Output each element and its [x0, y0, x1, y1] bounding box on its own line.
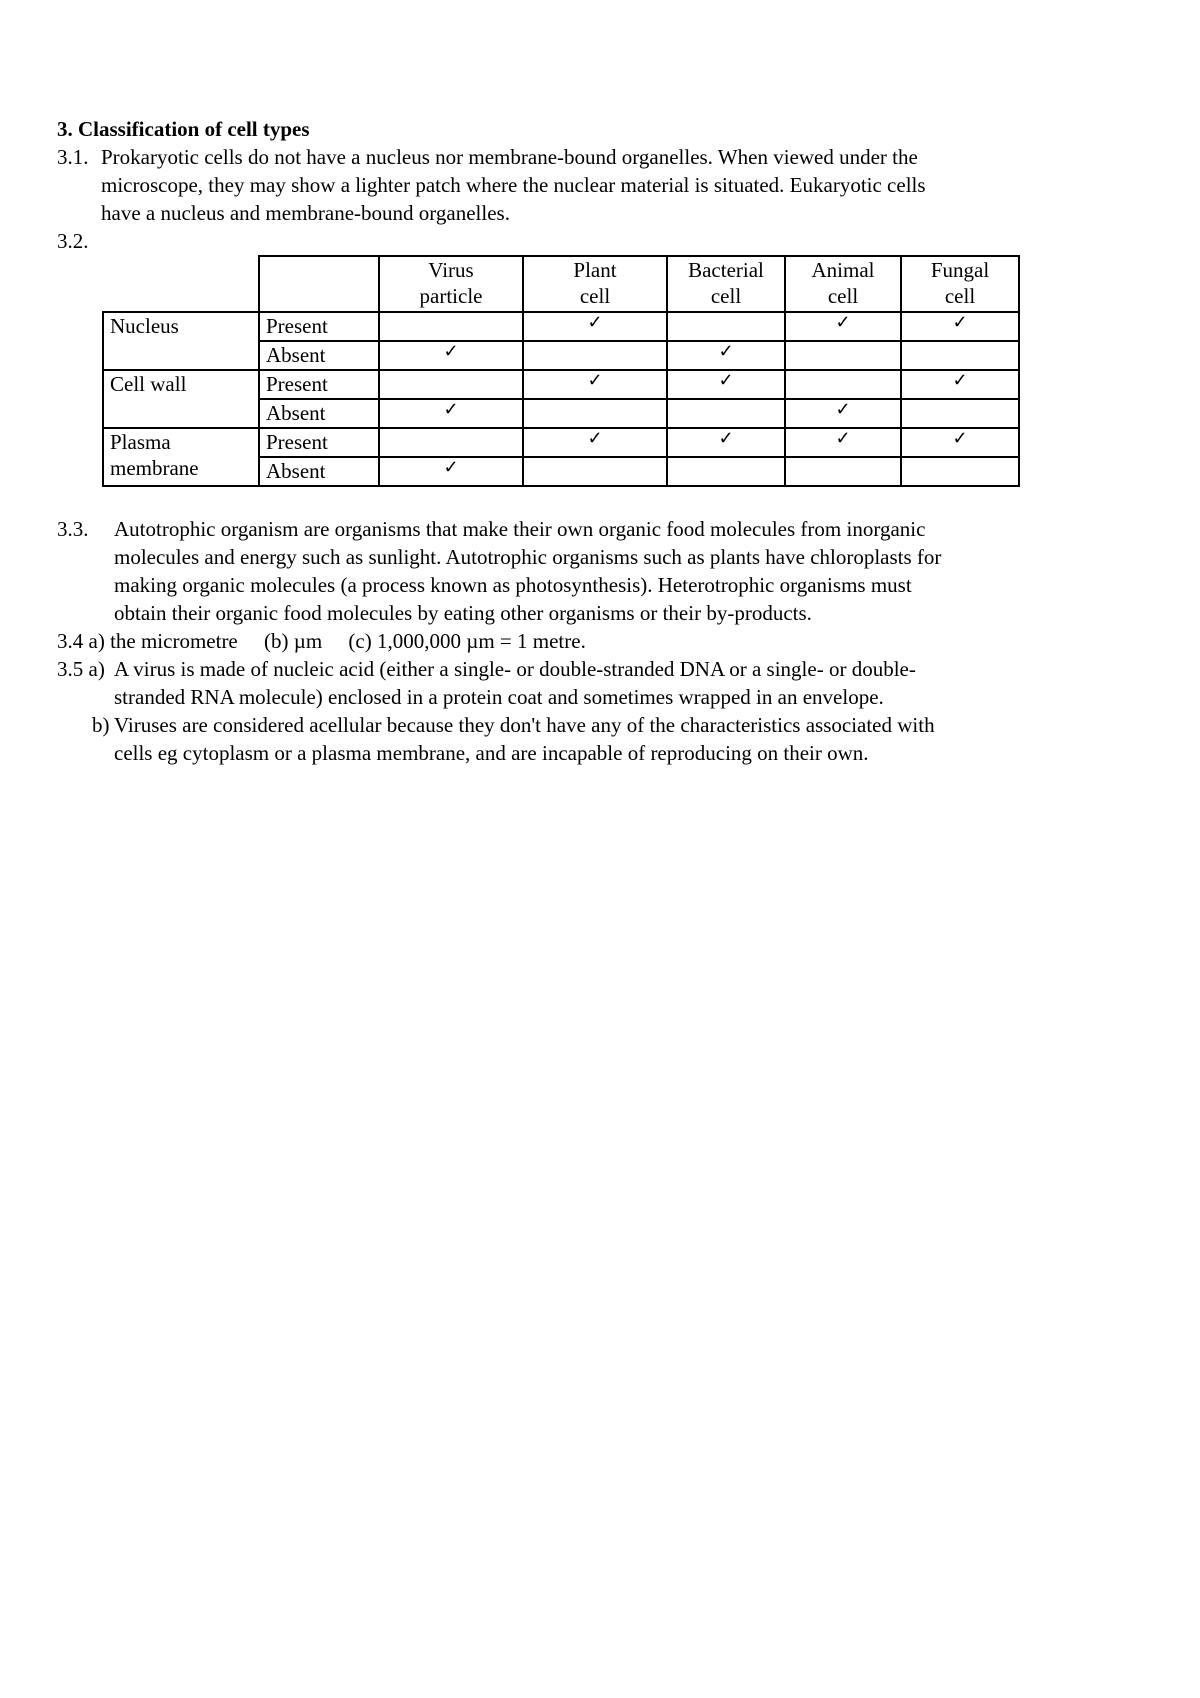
table-row [103, 370, 1019, 399]
answer-line: molecules and energy such as sunlight. Autotrophic organisms such as plants have chloroplasts for [114, 545, 942, 569]
check-mark-icon: ✓ [901, 370, 1019, 399]
row-state: Present [259, 312, 379, 341]
table-header-row [103, 256, 1019, 312]
empty-cell [901, 457, 1019, 486]
row-state: Present [259, 370, 379, 399]
answer-line: making organic molecules (a process known as photosynthesis). Heterotrophic organisms must [114, 573, 912, 597]
answer-3-1 [57, 143, 1147, 227]
row-state: Absent [259, 457, 379, 486]
check-mark-icon: ✓ [901, 428, 1019, 457]
empty-cell [785, 370, 901, 399]
table-corner [103, 256, 259, 312]
table-body [103, 312, 1019, 486]
table-header: Bacterial cell [667, 256, 785, 312]
empty-cell [901, 399, 1019, 428]
check-mark-icon: ✓ [523, 370, 667, 399]
answer-number: 3.5 a) [57, 657, 105, 681]
empty-cell [523, 399, 667, 428]
check-mark-icon: ✓ [523, 428, 667, 457]
row-category: Nucleus [103, 312, 259, 370]
table-row [103, 428, 1019, 457]
section-title: 3. Classification of cell types [57, 117, 310, 141]
check-mark-icon: ✓ [379, 341, 523, 370]
answer-3-3 [57, 515, 1147, 627]
row-category: Plasma membrane [103, 428, 259, 486]
empty-cell [785, 457, 901, 486]
empty-cell [523, 341, 667, 370]
row-state: Absent [259, 399, 379, 428]
empty-cell [667, 399, 785, 428]
empty-cell [667, 312, 785, 341]
check-mark-icon: ✓ [379, 399, 523, 428]
check-mark-icon: ✓ [379, 457, 523, 486]
row-category: Cell wall [103, 370, 259, 428]
answer-3-5a [57, 655, 1147, 711]
answer-line: Viruses are considered acellular because they don't have any of the characteristics associated with [114, 713, 935, 737]
answer-line: stranded RNA molecule) enclosed in a protein coat and sometimes wrapped in an envelope. [114, 685, 884, 709]
document-page-lower [57, 515, 1147, 767]
row-state: Absent [259, 341, 379, 370]
check-mark-icon: ✓ [523, 312, 667, 341]
answer-3-4: 3.4 a) the micrometre (b) µm (c) 1,000,000 µm = 1 metre. [57, 629, 586, 653]
empty-cell [785, 341, 901, 370]
empty-cell [523, 457, 667, 486]
empty-cell [379, 428, 523, 457]
check-mark-icon: ✓ [667, 428, 785, 457]
table-header: Animal cell [785, 256, 901, 312]
answer-line: A virus is made of nucleic acid (either a single- or double-stranded DNA or a single- or double- [114, 657, 916, 681]
table-header: Virus particle [379, 256, 523, 312]
table-header: Plant cell [523, 256, 667, 312]
check-mark-icon: ✓ [785, 428, 901, 457]
answer-3-2-number: 3.2. [57, 229, 89, 253]
check-mark-icon: ✓ [901, 312, 1019, 341]
cell-comparison-table [102, 255, 1020, 487]
empty-cell [379, 312, 523, 341]
answer-line: microscope, they may show a lighter patch where the nuclear material is situated. Eukaryotic cells [101, 173, 926, 197]
answer-line: Autotrophic organism are organisms that make their own organic food molecules from inorganic [114, 517, 926, 541]
empty-cell [901, 341, 1019, 370]
empty-cell [379, 370, 523, 399]
answer-line: have a nucleus and membrane-bound organelles. [101, 201, 510, 225]
check-mark-icon: ✓ [667, 370, 785, 399]
answer-line: cells eg cytoplasm or a plasma membrane, and are incapable of reproducing on their own. [114, 741, 869, 765]
table-header: Fungal cell [901, 256, 1019, 312]
row-state: Present [259, 428, 379, 457]
answer-number: 3.3. [57, 517, 89, 541]
check-mark-icon: ✓ [785, 312, 901, 341]
table-corner [259, 256, 379, 312]
check-mark-icon: ✓ [785, 399, 901, 428]
answer-3-5b [57, 711, 1147, 767]
answer-line: obtain their organic food molecules by eating other organisms or their by-products. [114, 601, 812, 625]
empty-cell [667, 457, 785, 486]
table-row [103, 312, 1019, 341]
document-page [57, 115, 1147, 255]
answer-number: 3.1. [57, 145, 89, 169]
answer-sub-label: b) [92, 713, 110, 737]
answer-line: Prokaryotic cells do not have a nucleus nor membrane-bound organelles. When viewed under the [101, 145, 918, 169]
check-mark-icon: ✓ [667, 341, 785, 370]
